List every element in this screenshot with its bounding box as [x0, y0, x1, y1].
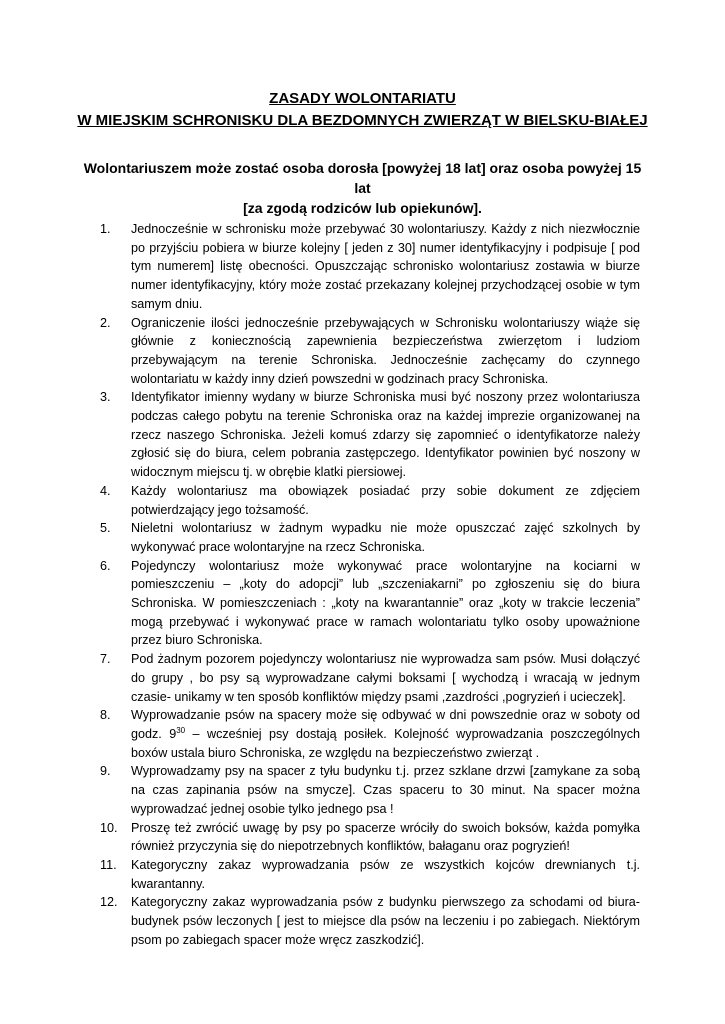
rule-item: [100, 388, 640, 482]
rule-number: 8.: [100, 708, 111, 723]
document-title-line2: W MIEJSKIM SCHRONISKU DLA BEZDOMNYCH ZWIERZĄT W BIELSKU-BIAŁEJ: [77, 112, 648, 129]
rule-item: [100, 762, 640, 818]
rule-item: [100, 314, 640, 389]
rule-number: 10.: [100, 820, 118, 835]
rule-number: 3.: [100, 390, 111, 405]
rule-text-after: – wcześniej psy dostają posiłek. Kolejność wyprowadzania poszczególnych boxów ustala biuro Schroniska, ze względu na bezpieczeństwo zwierząt .: [131, 726, 641, 760]
rule-text: Identyfikator imienny wydany w biurze Schroniska musi być noszony przez wolontariusza podczas całego pobytu na terenie Schroniska oraz na każdej imprezie organizowanej na rzecz naszego Schroniska. Jeżeli komuś zdarzy się zapomnieć o identyfikatorze należy zgłosić się do biura, celem pobrania zastępczego. Identyfikator powinien być noszony w widocznym miejscu tj. w obrębie klatki piersiowej.: [131, 390, 640, 480]
rule-text: Ograniczenie ilości jednocześnie przebywających w Schronisku wolontariuszy wiąże się głównie z koniecznością zapewnienia bezpieczeństwa zwierzętom i ludziom przebywającym na terenie Schroniska. Jednocześnie zachęcamy do czynnego wolontariatu w każdy inny dzień powszedni w godzinach pracy Schroniska.: [131, 315, 640, 386]
rule-number: 1.: [100, 222, 111, 236]
rule-text-before: Wyprowadzanie psów na spacery może się odbywać w dni powszednie oraz w soboty od godz. 9: [131, 708, 640, 741]
rule-item: [100, 893, 640, 949]
rule-item: [100, 706, 640, 762]
rule-number: 12.: [100, 895, 118, 910]
subtitle-line2: [za zgodą rodziców lub opiekunów].: [243, 200, 482, 216]
rule-number: 6.: [100, 558, 111, 573]
rule-number: 4.: [100, 483, 111, 498]
rule-text: Każdy wolontariusz ma obowiązek posiadać przy sobie dokument ze zdjęciem potwierdzający jego tożsamość.: [131, 483, 640, 517]
rule-item: [100, 519, 640, 556]
rule-item: [100, 650, 640, 706]
rule-text: Kategoryczny zakaz wyprowadzania psów ze wszystkich kojców drewnianych t.j. kwarantanny.: [131, 857, 640, 891]
rule-text: [131, 708, 640, 759]
rule-text: Nieletni wolontariusz w żadnym wypadku nie może opuszczać zajęć szkolnych by wykonywać prace wolontaryjne na rzecz Schroniska.: [131, 521, 640, 554]
rule-number: 9.: [100, 764, 111, 779]
rule-text: Pojedynczy wolontariusz może wykonywać prace wolontaryjne na kociarni w pomieszczeniu – „koty do adopcji” lub „szczeniakarni” po zgłoszeniu się do biura Schroniska. W pomieszczeniach : „koty na kwarantannie” oraz „koty w trakcie leczenia” mogą przebywać i wykonywać prace w ramach wolontariatu tylko osoby upoważnione przez biuro Schroniska.: [131, 558, 640, 648]
rule-number: 11.: [100, 857, 117, 872]
rules-list: [100, 220, 640, 949]
rule-text: Kategoryczny zakaz wyprowadzania psów z budynku pierwszego za schodami od biura- budynek psów leczonych [ jest to miejsce dla psów na leczeniu i po zabiegach. Niektórym psom po zabiegach spacer może wręcz zaszkodzić].: [131, 895, 640, 947]
time-superscript: 30: [176, 725, 186, 735]
subtitle-line1: Wolontariuszem może zostać osoba dorosła [powyżej 18 lat] oraz osoba powyżej 15 lat: [83, 160, 642, 196]
rule-item: [100, 482, 640, 519]
rule-item: [100, 557, 640, 651]
document-subtitle: [80, 158, 645, 218]
document-title-line1: ZASADY WOLONTARIATU: [269, 90, 456, 107]
rule-number: 7.: [100, 652, 111, 667]
rule-number: 2.: [100, 315, 111, 330]
rule-item: [100, 220, 640, 314]
rule-item: [100, 819, 640, 856]
rule-text: Proszę też zwrócić uwagę by psy po spacerze wróciły do swoich boksów, każda pomyłka również przyczynia się do niepotrzebnych konfliktów, bałaganu oraz pogryzień!: [131, 820, 640, 854]
rule-text: Jednocześnie w schronisku może przebywać 30 wolontariuszy. Każdy z nich niezwłocznie po przyjściu pobiera w biurze kolejny [ jeden z 30] numer identyfikacyjny i podpisuje [ pod tym numerem] listę obecności. Opuszczając schronisko wolontariusz zostawia w biurze numer identyfikacyjny, który może zostać przekazany kolejnej przychodzącej osobie w tym samym dniu.: [131, 222, 640, 311]
rule-text: Wyprowadzamy psy na spacer z tyłu budynku t.j. przez szklane drzwi [zamykane za sobą na czas zapinania psów na smycze]. Czas spaceru to 30 minut. Na spacer można wyprowadzać jednej osobie tylko jednego psa !: [131, 764, 640, 816]
rule-number: 5.: [100, 521, 111, 536]
rule-text: Pod żadnym pozorem pojedynczy wolontariusz nie wyprowadza sam psów. Musi dołączyć do grupy , bo psy są wyprowadzane całymi boksami [ wychodzą i wracają w jednym czasie- unikamy w ten sposób konfliktów między psami ,zazdrości ,pogryzień i ucieczek].: [131, 652, 640, 704]
rule-item: [100, 856, 640, 893]
